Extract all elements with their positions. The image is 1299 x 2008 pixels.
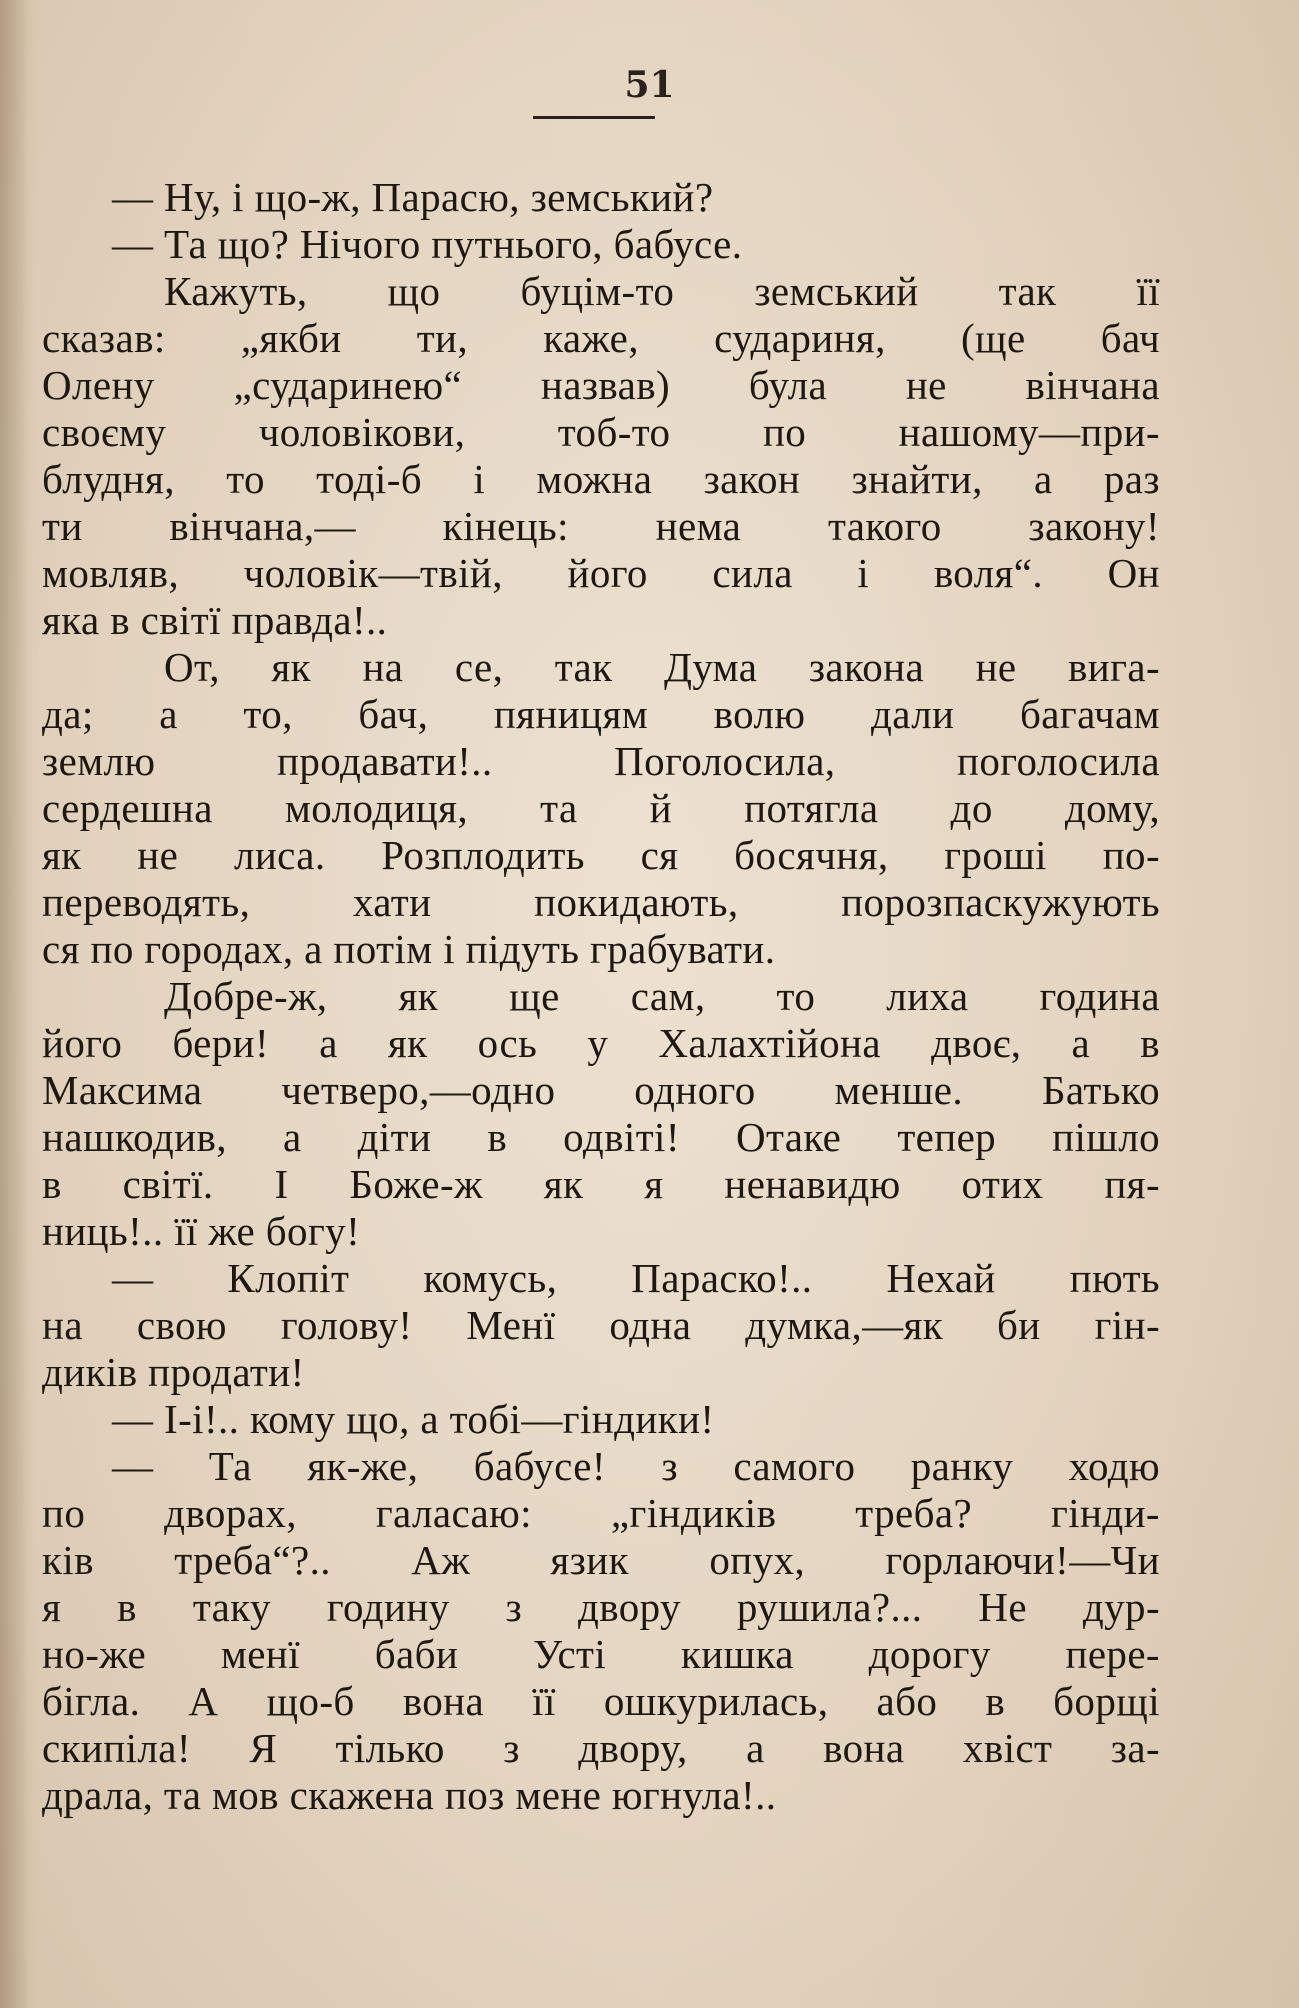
text-line: переводять, хати покидають, порозпаскужують [42,879,1160,925]
text-line: бігла. А що-б вона її ошкурилась, або в борщі [42,1678,1160,1724]
text-line: ків треба“?.. Аж язик опух, горлаючи!—Чи [42,1537,1160,1583]
body-text [42,174,1160,1819]
text-line: да; а то, бач, пяницям волю дали багачам [42,691,1160,737]
text-line: як не лиса. Розплодить ся босячня, гроші по- [42,832,1160,878]
text-line: Кажуть, що буцім-то земський так її [164,268,1160,314]
text-line: ся по городах, а потім і підуть грабувати. [42,926,776,972]
text-line: — Ну, і що-ж, Парасю, земський? [112,174,714,220]
binding-shadow [0,0,30,2008]
text-line: блудня, то тоді-б і можна закон знайти, а раз [42,456,1160,502]
text-line: скипіла! Я тілько з двору, а вона хвіст за- [42,1725,1160,1771]
text-line: в світї. І Боже-ж як я ненавидю отих пя- [42,1161,1160,1207]
text-line: на свою голову! Менї одна думка,—як би гін- [42,1302,1160,1348]
text-line: його бери! а як ось у Халахтійона двоє, а в [42,1020,1160,1066]
text-line: Добре-ж, як ще сам, то лиха година [164,973,1160,1019]
text-line: Олену „сударинею“ назвав) була не вінчана [42,362,1160,408]
text-line: нашкодив, а діти в одвіті! Отаке тепер пішло [42,1114,1160,1160]
text-line: — І-і!.. кому що, а тобі—гіндики! [112,1396,715,1442]
text-line: диків продати! [42,1349,305,1395]
text-line: От, як на се, так Дума закона не вига- [164,644,1160,690]
text-line: ти вінчана,— кінець: нема такого закону! [42,503,1160,549]
text-line: по дворах, галасаю: „гіндиків треба? гінди- [42,1490,1160,1536]
text-line: но-же менї баби Усті кишка дорогу пере- [42,1631,1160,1677]
text-line: я в таку годину з двору рушила?... Не дур- [42,1584,1160,1630]
text-line: — Та що? Нічого путнього, бабусе. [112,221,743,267]
text-line: мовляв, чоловік—твій, його сила і воля“. Он [42,550,1160,596]
text-line: — Та як-же, бабусе! з самого ранку ходю [112,1443,1160,1489]
text-line: Максима четверо,—одно одного менше. Батько [42,1067,1160,1113]
page-number: 51 [624,64,675,106]
text-line: сказав: „якби ти, каже, судариня, (ще бач [42,315,1160,361]
text-line: сердешна молодиця, та й потягла до дому, [42,785,1160,831]
page-number-rule [533,116,655,119]
text-line: своєму чоловікови, тоб-то по нашому—при- [42,409,1160,455]
text-line: — Клопіт комусь, Параско!.. Нехай пють [112,1255,1160,1301]
text-line: ниць!.. її же богу! [42,1208,361,1254]
text-line: землю продавати!.. Поголосила, поголосила [42,738,1160,784]
text-line: яка в світї правда!.. [42,597,388,643]
text-line: драла, та мов скажена поз мене югнула!.. [42,1772,777,1818]
